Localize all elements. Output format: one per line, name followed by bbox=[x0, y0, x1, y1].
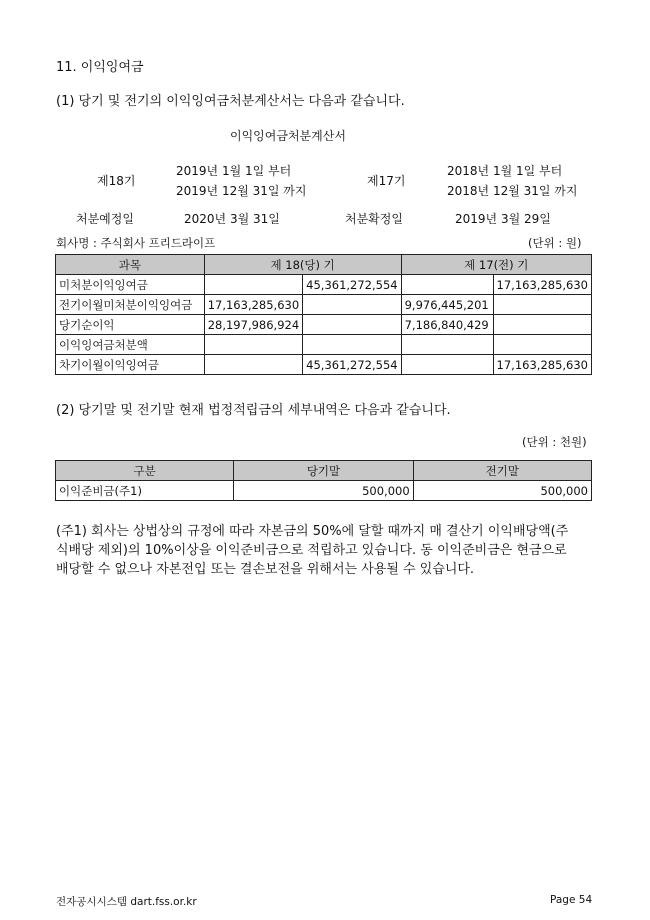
header-current-period: 제 18(당) 기 bbox=[204, 255, 401, 275]
unit-label-1: (단위 : 원) bbox=[528, 236, 582, 250]
prior-period-label: 제17기 bbox=[367, 174, 406, 188]
table-header-row bbox=[56, 461, 592, 481]
prior-total-value: 17,163,285,630 bbox=[493, 275, 591, 295]
current-sub-value: 17,163,285,630 bbox=[204, 295, 302, 315]
current-total-value bbox=[303, 295, 401, 315]
current-sub-value bbox=[204, 275, 302, 295]
disposal-planned-date: 2020년 3월 31일 bbox=[184, 212, 280, 226]
row-label: 이익준비금(주1) bbox=[56, 481, 234, 501]
footer-page-number: Page 54 bbox=[550, 894, 593, 906]
current-period-from: 2019년 1월 1일 부터 bbox=[176, 164, 292, 178]
row-label: 미처분이익잉여금 bbox=[56, 275, 205, 295]
prior-sub-value bbox=[401, 355, 493, 375]
prior-total-value: 17,163,285,630 bbox=[493, 355, 591, 375]
prior-period-to: 2018년 12월 31일 까지 bbox=[447, 184, 578, 198]
prior-total-value bbox=[493, 315, 591, 335]
disposal-planned-label: 처분예정일 bbox=[76, 212, 134, 226]
table-row bbox=[56, 481, 592, 501]
row-label: 전기이월미처분이익잉여금 bbox=[56, 295, 205, 315]
company-name: 회사명 : 주식회사 프리드라이프 bbox=[56, 236, 216, 250]
prior-end-value: 500,000 bbox=[413, 481, 591, 501]
current-period-label: 제18기 bbox=[97, 174, 136, 188]
disposal-confirmed-label: 처분확정일 bbox=[345, 212, 403, 226]
table-row bbox=[56, 335, 592, 355]
current-total-value bbox=[303, 335, 401, 355]
table-header-row bbox=[56, 255, 592, 275]
table-row bbox=[56, 295, 592, 315]
statement-title: 이익잉여금처분계산서 bbox=[230, 129, 346, 143]
current-period-to: 2019년 12월 31일 까지 bbox=[176, 184, 307, 198]
prior-period-from: 2018년 1월 1일 부터 bbox=[447, 164, 563, 178]
current-total-value: 45,361,272,554 bbox=[303, 275, 401, 295]
unit-label-2: (단위 : 천원) bbox=[522, 435, 587, 449]
current-sub-value: 28,197,986,924 bbox=[204, 315, 302, 335]
paragraph-2: (2) 당기말 및 전기말 현재 법정적립금의 세부내역은 다음과 같습니다. bbox=[56, 403, 451, 418]
note-line: (주1) 회사는 상법상의 규정에 따라 자본금의 50%에 달할 때까지 매 결산기 이익배당액(주 bbox=[56, 524, 569, 539]
prior-sub-value bbox=[401, 275, 493, 295]
legal-reserve-table bbox=[55, 460, 592, 501]
current-total-value bbox=[303, 315, 401, 335]
current-sub-value bbox=[204, 355, 302, 375]
prior-total-value bbox=[493, 295, 591, 315]
table-row bbox=[56, 275, 592, 295]
note-line: 배당할 수 없으나 자본전입 또는 결손보전을 위해서는 사용될 수 있습니다. bbox=[56, 562, 475, 577]
paragraph-1: (1) 당기 및 전기의 이익잉여금처분계산서는 다음과 같습니다. bbox=[56, 94, 405, 109]
header-prior-end: 전기말 bbox=[413, 461, 591, 481]
row-label: 당기순이익 bbox=[56, 315, 205, 335]
current-end-value: 500,000 bbox=[234, 481, 413, 501]
current-sub-value bbox=[204, 335, 302, 355]
retained-earnings-table bbox=[55, 254, 592, 375]
table-row bbox=[56, 315, 592, 335]
prior-total-value bbox=[493, 335, 591, 355]
section-title: 11. 이익잉여금 bbox=[56, 60, 144, 75]
header-prior-period: 제 17(전) 기 bbox=[401, 255, 591, 275]
footer-site: 전자공시시스템 dart.fss.or.kr bbox=[56, 896, 197, 908]
header-category: 구분 bbox=[56, 461, 234, 481]
disposal-confirmed-date: 2019년 3월 29일 bbox=[455, 212, 551, 226]
row-label: 이익잉여금처분액 bbox=[56, 335, 205, 355]
header-current-end: 당기말 bbox=[234, 461, 413, 481]
prior-sub-value bbox=[401, 335, 493, 355]
prior-sub-value: 9,976,445,201 bbox=[401, 295, 493, 315]
prior-sub-value: 7,186,840,429 bbox=[401, 315, 493, 335]
row-label: 차기이월이익잉여금 bbox=[56, 355, 205, 375]
note-line: 식배당 제외)의 10%이상을 이익준비금으로 적립하고 있습니다. 동 이익준비금은 현금으로 bbox=[56, 543, 567, 558]
table-row bbox=[56, 355, 592, 375]
current-total-value: 45,361,272,554 bbox=[303, 355, 401, 375]
header-account: 과목 bbox=[56, 255, 205, 275]
